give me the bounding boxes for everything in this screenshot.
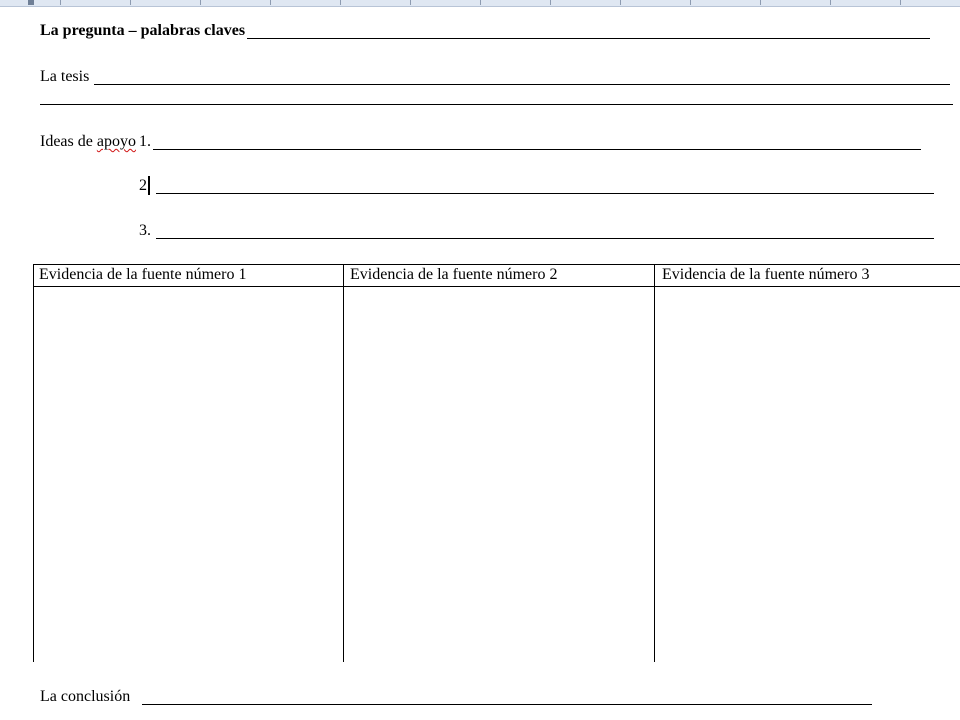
thesis-answer-line-2[interactable] [40, 104, 953, 105]
conclusion-label: La conclusión [40, 688, 131, 705]
ruler-tick [200, 0, 201, 5]
evidence-header-1: Evidencia de la fuente número 1 [39, 266, 247, 283]
support-idea-number-3: 3. [139, 222, 151, 239]
support-idea-line-2[interactable] [156, 193, 934, 194]
text-cursor [148, 176, 150, 195]
ruler-strip [0, 0, 960, 7]
ruler-tick [900, 0, 901, 5]
support-ideas-label-text: Ideas de [40, 133, 97, 150]
ruler-tick [620, 0, 621, 5]
ruler-tick [340, 0, 341, 5]
evidence-cell-3[interactable] [655, 287, 960, 662]
ruler-tick [550, 0, 551, 5]
ruler-tick [480, 0, 481, 5]
ruler-tick [60, 0, 61, 5]
spelling-flag: apoyo [96, 133, 136, 150]
conclusion-answer-line[interactable] [142, 704, 872, 705]
evidence-table [33, 264, 960, 662]
ruler-tick [690, 0, 691, 5]
support-idea-number-1: 1. [139, 133, 151, 150]
thesis-answer-line-1[interactable] [94, 84, 950, 85]
ruler-tick [270, 0, 271, 5]
support-idea-number-2: 2 [139, 177, 147, 194]
evidence-cell-2[interactable] [344, 287, 654, 662]
thesis-label: La tesis [40, 68, 90, 85]
support-ideas-label [40, 133, 136, 151]
support-idea-line-1[interactable] [153, 149, 921, 150]
ruler-tick [830, 0, 831, 5]
ruler-tick [760, 0, 761, 5]
support-idea-line-3[interactable] [156, 238, 934, 239]
question-label: La pregunta – palabras claves [40, 22, 246, 39]
ruler-tick [130, 0, 131, 5]
evidence-header-3: Evidencia de la fuente número 3 [662, 266, 870, 283]
indent-marker[interactable] [28, 0, 34, 5]
ruler-tick [410, 0, 411, 5]
evidence-cell-1[interactable] [34, 287, 343, 662]
evidence-header-2: Evidencia de la fuente número 2 [350, 266, 558, 283]
question-answer-line[interactable] [247, 38, 930, 39]
